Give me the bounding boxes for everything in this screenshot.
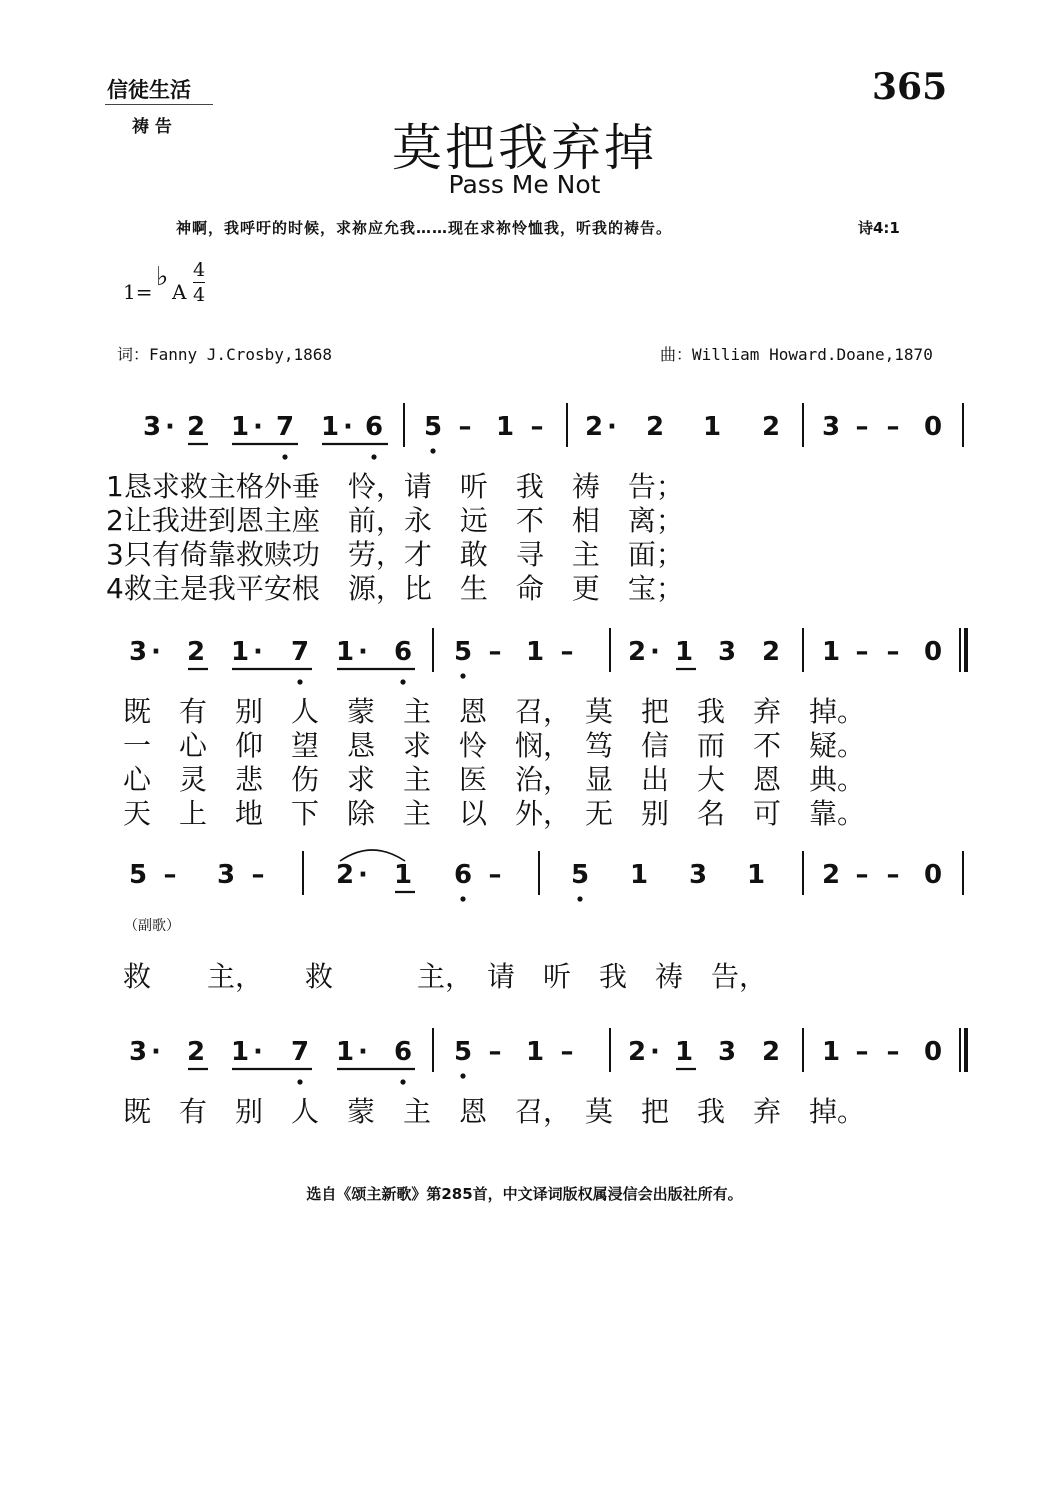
sustain-dash: –	[251, 860, 265, 890]
jianpu-note: 1	[702, 412, 722, 442]
jianpu-note: 7	[275, 412, 295, 442]
refrain-tag: （副歌）	[124, 918, 180, 934]
lyricist-credit: 词：Fanny J.Crosby,1868	[117, 345, 333, 364]
flat-icon: ♭	[156, 262, 169, 292]
notation-row	[0, 1020, 1049, 1090]
jianpu-note: 2	[645, 412, 665, 442]
sustain-dash: –	[488, 1037, 502, 1067]
staff-system-2	[0, 620, 1049, 830]
dotted-rhythm: ·	[358, 860, 368, 890]
low-octave-dot	[371, 454, 376, 459]
jianpu-note: 1	[746, 860, 766, 890]
hymn-title-chinese: 莫把我弃掉	[392, 119, 657, 177]
sustain-dash: –	[560, 1037, 574, 1067]
jianpu-note: 2	[627, 637, 647, 667]
low-octave-dot	[430, 448, 435, 453]
time-signature	[193, 259, 205, 306]
jianpu-note: 0	[923, 1037, 943, 1067]
jianpu-note: 1	[320, 412, 340, 442]
jianpu-note: 2	[761, 1037, 781, 1067]
jianpu-note: 3	[128, 1037, 148, 1067]
subcategory-label: 祷 告	[132, 117, 172, 137]
jianpu-note: 0	[923, 860, 943, 890]
staff-system-3	[0, 843, 1049, 993]
time-signature-bottom: 4	[193, 284, 206, 306]
jianpu-note: 1	[230, 1037, 250, 1067]
jianpu-note: 3	[142, 412, 162, 442]
low-octave-dot	[400, 679, 405, 684]
jianpu-note: 1	[821, 637, 841, 667]
jianpu-note: 0	[923, 637, 943, 667]
jianpu-note: 1	[821, 1037, 841, 1067]
jianpu-note: 2	[186, 1037, 206, 1067]
jianpu-note: 2	[761, 637, 781, 667]
low-octave-dot	[460, 673, 465, 678]
copyright-footnote: 选自《颂主新歌》第285首，中文译词版权属浸信会出版社所有。	[306, 1185, 743, 1203]
dotted-rhythm: ·	[253, 412, 263, 442]
lyric-line: 心 灵 悲 伤 求 主 医 治， 显 出 大 恩 典。	[123, 763, 866, 796]
jianpu-note: 1	[629, 860, 649, 890]
low-octave-dot	[297, 1079, 302, 1084]
lyric-line: 天 上 地 下 除 主 以 外， 无 别 名 可 靠。	[123, 797, 866, 830]
jianpu-note: 6	[393, 1037, 413, 1067]
jianpu-note: 3	[688, 860, 708, 890]
jianpu-note: 6	[364, 412, 384, 442]
jianpu-note: 7	[290, 1037, 310, 1067]
category-divider	[105, 104, 213, 105]
jianpu-note: 1	[495, 412, 515, 442]
low-octave-dot	[460, 896, 465, 901]
sustain-dash: –	[458, 412, 472, 442]
jianpu-note: 2	[186, 637, 206, 667]
jianpu-note: 3	[717, 1037, 737, 1067]
jianpu-note: 5	[453, 1037, 473, 1067]
low-octave-dot	[400, 1079, 405, 1084]
jianpu-note: 3	[717, 637, 737, 667]
dotted-rhythm: ·	[358, 637, 368, 667]
jianpu-note: 1	[230, 412, 250, 442]
scripture-epigraph: 神啊，我呼吁的时候，求祢应允我……现在求祢怜恤我，听我的祷告。	[176, 219, 673, 237]
jianpu-note: 7	[290, 637, 310, 667]
key-prefix: 1=	[123, 280, 153, 304]
jianpu-note: 6	[393, 637, 413, 667]
dotted-rhythm: ·	[151, 1037, 161, 1067]
jianpu-note: 3	[821, 412, 841, 442]
key-letter: A	[172, 280, 187, 304]
jianpu-note: 5	[423, 412, 443, 442]
staff-system-1	[0, 395, 1049, 605]
jianpu-note: 1	[335, 637, 355, 667]
sustain-dash: –	[886, 637, 900, 667]
jianpu-note: 0	[923, 412, 943, 442]
jianpu-note: 1	[674, 637, 694, 667]
lyric-line: 救 主， 救 主， 请 听 我 祷 告，	[123, 960, 768, 993]
jianpu-note: 2	[584, 412, 604, 442]
sustain-dash: –	[530, 412, 544, 442]
lyric-line: 1恳求救主格外垂 怜，请 听 我 祷 告；	[106, 470, 684, 503]
low-octave-dot	[460, 1073, 465, 1078]
jianpu-note: 5	[453, 637, 473, 667]
key-signature	[123, 259, 233, 312]
lyric-line: 既 有 别 人 蒙 主 恩 召， 莫 把 我 弃 掉。	[123, 1095, 866, 1128]
staff-system-4	[0, 1020, 1049, 1130]
dotted-rhythm: ·	[650, 1037, 660, 1067]
notation-row	[0, 843, 1049, 913]
jianpu-note: 5	[128, 860, 148, 890]
lyric-line: 4救主是我平安根 源，比 生 命 更 宝；	[106, 572, 684, 605]
notation-row	[0, 620, 1049, 690]
lyric-line: 一 心 仰 望 恳 求 怜 悯， 笃 信 而 不 疑。	[123, 729, 866, 762]
sustain-dash: –	[855, 637, 869, 667]
sustain-dash: –	[855, 1037, 869, 1067]
sustain-dash: –	[886, 412, 900, 442]
jianpu-note: 1	[525, 1037, 545, 1067]
sustain-dash: –	[855, 412, 869, 442]
jianpu-note: 6	[453, 860, 473, 890]
jianpu-note: 1	[674, 1037, 694, 1067]
dotted-rhythm: ·	[607, 412, 617, 442]
jianpu-note: 2	[821, 860, 841, 890]
sustain-dash: –	[886, 860, 900, 890]
dotted-rhythm: ·	[343, 412, 353, 442]
dotted-rhythm: ·	[253, 637, 263, 667]
sustain-dash: –	[488, 637, 502, 667]
dotted-rhythm: ·	[253, 1037, 263, 1067]
jianpu-note: 3	[216, 860, 236, 890]
hymn-title-english: Pass Me Not	[448, 170, 601, 199]
jianpu-note: 2	[627, 1037, 647, 1067]
lyric-line: 2让我进到恩主座 前，永 远 不 相 离；	[106, 504, 684, 537]
dotted-rhythm: ·	[650, 637, 660, 667]
jianpu-note: 1	[393, 860, 413, 890]
lyric-line: 3只有倚靠救赎功 劳，才 敢 寻 主 面；	[106, 538, 684, 571]
jianpu-note: 1	[230, 637, 250, 667]
low-octave-dot	[577, 896, 582, 901]
dotted-rhythm: ·	[358, 1037, 368, 1067]
jianpu-note: 1	[335, 1037, 355, 1067]
time-signature-top: 4	[193, 259, 206, 281]
sustain-dash: –	[855, 860, 869, 890]
jianpu-note: 1	[525, 637, 545, 667]
dotted-rhythm: ·	[151, 637, 161, 667]
jianpu-note: 5	[570, 860, 590, 890]
sustain-dash: –	[560, 637, 574, 667]
notation-row	[0, 395, 1049, 465]
sustain-dash: –	[163, 860, 177, 890]
lyric-line: 既 有 别 人 蒙 主 恩 召， 莫 把 我 弃 掉。	[123, 695, 866, 728]
jianpu-note: 2	[186, 412, 206, 442]
jianpu-note: 2	[335, 860, 355, 890]
hymn-number: 365	[872, 66, 948, 108]
category-label: 信徒生活	[107, 77, 191, 102]
sustain-dash: –	[886, 1037, 900, 1067]
composer-credit: 曲：William Howard.Doane,1870	[660, 345, 933, 364]
low-octave-dot	[297, 679, 302, 684]
sustain-dash: –	[488, 860, 502, 890]
dotted-rhythm: ·	[165, 412, 175, 442]
jianpu-note: 2	[761, 412, 781, 442]
low-octave-dot	[282, 454, 287, 459]
jianpu-note: 3	[128, 637, 148, 667]
scripture-reference: 诗4:1	[858, 219, 900, 237]
